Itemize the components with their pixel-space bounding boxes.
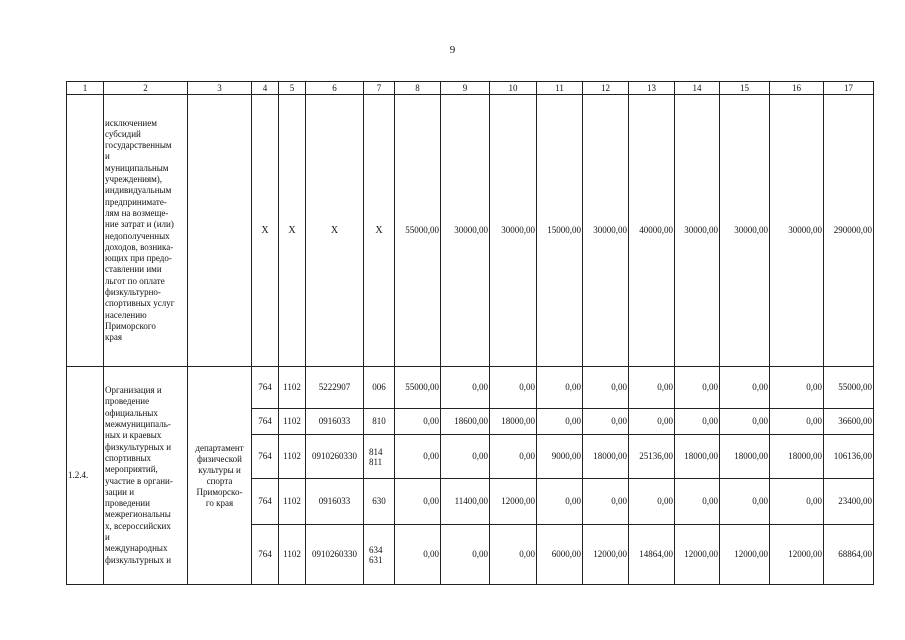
table-cell: 0,00	[583, 409, 629, 435]
table-cell: 0,00	[720, 409, 770, 435]
table-cell: 0,00	[395, 409, 441, 435]
table-cell: Х	[306, 95, 364, 367]
table-cell: 0,00	[395, 525, 441, 585]
table-cell: 18000,00	[675, 435, 720, 479]
description-cell: исключением субсидий государственным и муниципальным учреждениям), индивидуальным предпринимате- лям на возмеще- ние затрат и (или) недополученных доходов, возника- ющих при предо- ставлении ими льгот по оплате физкультурно- спортивных услуг населению Приморского края	[104, 95, 188, 367]
department-cell: департамент физической культуры и спорта Приморско- го края	[188, 367, 252, 585]
table-row	[67, 95, 874, 367]
table-cell: 18000,00	[720, 435, 770, 479]
table-cell: 0,00	[395, 435, 441, 479]
budget-table	[66, 81, 874, 585]
table-cell: 15000,00	[537, 95, 583, 367]
table-cell: 0,00	[441, 367, 490, 409]
header-cell: 4	[252, 82, 279, 95]
table-cell: 0,00	[441, 525, 490, 585]
table-cell: 0910260330	[306, 525, 364, 585]
table-cell: 9000,00	[537, 435, 583, 479]
description-cell: Организация и проведение официальных межмуниципаль- ных и краевых физкультурных и спортивных мероприятий, участие в органи- зации и проведении межрегиональны х, всероссийских и международных физкультурных и	[104, 367, 188, 585]
table-cell: 18000,00	[770, 435, 824, 479]
table-cell: 12000,00	[675, 525, 720, 585]
table-row	[67, 367, 874, 409]
table-cell: 0,00	[583, 479, 629, 525]
table-cell: 12000,00	[490, 479, 537, 525]
table-cell: 0,00	[490, 525, 537, 585]
department-cell	[188, 95, 252, 367]
header-cell: 14	[675, 82, 720, 95]
table-cell: 0916033	[306, 479, 364, 525]
header-cell: 11	[537, 82, 583, 95]
index-cell	[67, 95, 104, 367]
table-cell: 764	[252, 409, 279, 435]
table-cell: 0,00	[490, 367, 537, 409]
table-cell: 55000,00	[395, 367, 441, 409]
table-cell: 290000,00	[824, 95, 874, 367]
header-cell: 12	[583, 82, 629, 95]
table-cell: Х	[364, 95, 395, 367]
table-cell: 18600,00	[441, 409, 490, 435]
table-cell: 12000,00	[770, 525, 824, 585]
table-cell: 0,00	[675, 479, 720, 525]
table-cell: Х	[252, 95, 279, 367]
header-cell: 15	[720, 82, 770, 95]
table-cell: 0,00	[675, 409, 720, 435]
header-cell: 1	[67, 82, 104, 95]
table-cell: 0,00	[537, 479, 583, 525]
header-cell: 3	[188, 82, 252, 95]
header-cell: 7	[364, 82, 395, 95]
table-cell: 006	[364, 367, 395, 409]
table-cell: 0,00	[537, 367, 583, 409]
table-cell: 0,00	[720, 367, 770, 409]
table-cell: Х	[279, 95, 306, 367]
table-cell: 764	[252, 525, 279, 585]
table-cell: 814 811	[364, 435, 395, 479]
table-cell: 0,00	[537, 409, 583, 435]
table-cell: 55000,00	[395, 95, 441, 367]
table-cell: 630	[364, 479, 395, 525]
header-cell: 10	[490, 82, 537, 95]
table-cell: 0,00	[490, 435, 537, 479]
table-cell: 6000,00	[537, 525, 583, 585]
header-cell: 5	[279, 82, 306, 95]
table-cell: 1102	[279, 479, 306, 525]
table-cell: 764	[252, 367, 279, 409]
table-cell: 5222907	[306, 367, 364, 409]
table-cell: 0,00	[770, 367, 824, 409]
table-cell: 12000,00	[720, 525, 770, 585]
table-cell: 30000,00	[441, 95, 490, 367]
table-cell: 634 631	[364, 525, 395, 585]
table-cell: 0,00	[629, 367, 675, 409]
table-cell: 14864,00	[629, 525, 675, 585]
table-cell: 0,00	[770, 479, 824, 525]
table-cell: 0,00	[720, 479, 770, 525]
header-cell: 9	[441, 82, 490, 95]
table-cell: 30000,00	[583, 95, 629, 367]
header-cell: 16	[770, 82, 824, 95]
table-cell: 0910260330	[306, 435, 364, 479]
table-cell: 0,00	[441, 435, 490, 479]
table-cell: 764	[252, 479, 279, 525]
table-cell: 764	[252, 435, 279, 479]
table-cell: 1102	[279, 409, 306, 435]
table-cell: 36600,00	[824, 409, 874, 435]
table-cell: 810	[364, 409, 395, 435]
table-cell: 18000,00	[583, 435, 629, 479]
page-number: 9	[449, 44, 456, 56]
table-cell: 11400,00	[441, 479, 490, 525]
index-cell: 1.2.4.	[67, 367, 104, 585]
table-cell: 0,00	[583, 367, 629, 409]
table-cell: 18000,00	[490, 409, 537, 435]
table-cell: 0,00	[629, 409, 675, 435]
table-cell: 0,00	[770, 409, 824, 435]
table-cell: 30000,00	[675, 95, 720, 367]
header-cell: 2	[104, 82, 188, 95]
table-cell: 40000,00	[629, 95, 675, 367]
table-cell: 0,00	[675, 367, 720, 409]
table-cell: 12000,00	[583, 525, 629, 585]
table-cell: 30000,00	[490, 95, 537, 367]
header-cell: 17	[824, 82, 874, 95]
table-cell: 68864,00	[824, 525, 874, 585]
table-cell: 0,00	[395, 479, 441, 525]
table-cell: 1102	[279, 435, 306, 479]
table-cell: 0916033	[306, 409, 364, 435]
header-cell: 6	[306, 82, 364, 95]
table-cell: 25136,00	[629, 435, 675, 479]
table-cell: 1102	[279, 525, 306, 585]
table-cell: 0,00	[629, 479, 675, 525]
table-cell: 55000,00	[824, 367, 874, 409]
table-cell: 23400,00	[824, 479, 874, 525]
header-cell: 8	[395, 82, 441, 95]
table-cell: 1102	[279, 367, 306, 409]
table-cell: 30000,00	[770, 95, 824, 367]
table-cell: 30000,00	[720, 95, 770, 367]
header-row	[67, 82, 874, 95]
table-cell: 106136,00	[824, 435, 874, 479]
header-cell: 13	[629, 82, 675, 95]
